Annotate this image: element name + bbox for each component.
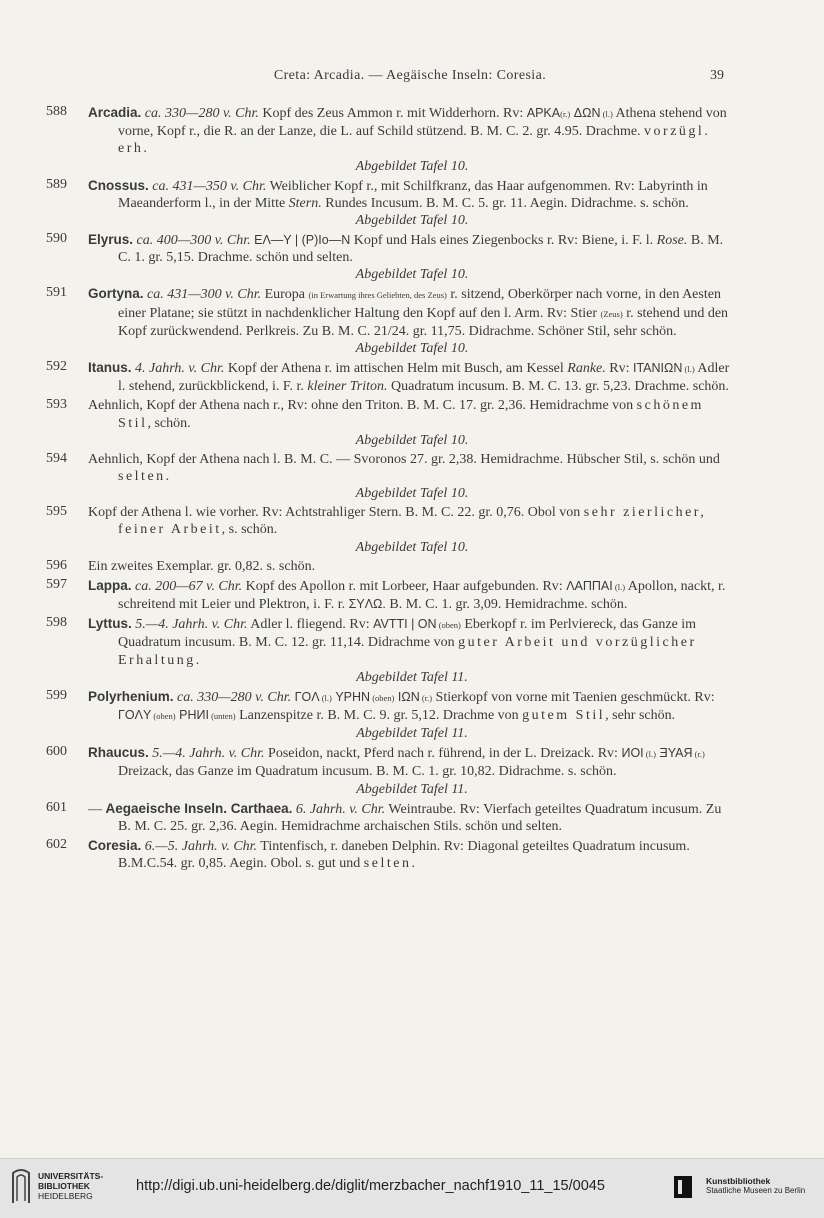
entry-text-part: Eberkopf r. im Perlviereck, das Ganze im Quadratum incusum. B. M. C. 12. gr. 11,14. Didrachme von (118, 617, 697, 651)
place-name: Aegaeische Inseln. Carthaea. (105, 800, 293, 816)
entry-text-part: , s. schön. (221, 522, 278, 538)
entry-description (88, 837, 736, 872)
entry-text-part: Europa (261, 287, 309, 303)
entry-text-part: r. stehend und den Kopf zurückwendend. Perlkreis. Zu B. M. C. 21/24. gr. 11,75. Didrachme. Schöner Stil, sehr schön. (118, 305, 729, 339)
entry-text-part: 5.—4. Jahrh. v. Chr. (152, 746, 265, 762)
place-name: Lappa. (88, 577, 132, 593)
entry-text-part: guter Arbeit und vorzüglicher Erhaltung. (118, 635, 697, 668)
entry-text-part: Kopf der Athena r. im attischen Helm mit Busch, am Kessel (224, 361, 568, 377)
coin-legend: EΛ—Y | (P)Iᴏ—N (254, 233, 351, 248)
entry-text-part: 6.—5. Jahrh. v. Chr. (144, 839, 258, 855)
entry-text-part: (l.) (612, 581, 626, 592)
entry-text-part: 6. Jahrh. v. Chr. (295, 801, 386, 817)
entry-text-part: (l.) (682, 364, 695, 375)
entry-text-part: Stern. (288, 195, 322, 211)
entry-number: 590 (46, 231, 67, 247)
entry-text-part: 5.—4. Jahrh. v. Chr. (135, 617, 248, 633)
entry-number: 591 (46, 285, 67, 301)
entry-text-part: 4. Jahrh. v. Chr. (135, 361, 225, 377)
plate-reference: Abgebildet Tafel 10. (355, 341, 469, 357)
entry-text-part: , schön. (147, 415, 191, 431)
coin-legend: IΩN (397, 689, 420, 704)
entry-text-part: ca. 330—280 v. Chr. (177, 689, 292, 705)
entry-text-part: Rundes Incusum. B. M. C. 5. gr. 11. Aegin. Didrachme. s. schön. (321, 195, 689, 211)
entry-text-part: Weiblicher Kopf r., mit Schilfkranz, das Haar aufgenommen. Rv: Labyrinth in Maeanderform l., in der Mitte (118, 178, 708, 211)
plate-reference: Abgebildet Tafel 10. (355, 158, 469, 174)
entry-description (88, 177, 736, 212)
entry-text-part: Athena stehend von vorne, Kopf r., die R. an der Lanze, die L. auf Schild stützend. B. M. C. 2. gr. 4.95. Drachme. (118, 106, 727, 140)
catalog-entry (46, 359, 736, 395)
place-name: Cnossus. (88, 177, 149, 193)
entry-number: 598 (46, 615, 67, 631)
entry-text-part: (r.) (560, 109, 571, 119)
source-url-link[interactable]: http://digi.ub.uni-heidelberg.de/diglit/merzbacher_nachf1910_11_15/0045 (136, 1178, 605, 1194)
coin-legend: YPHN (335, 689, 371, 704)
running-head: Creta: Arcadia. — Aegäische Inseln: Coresia. (273, 68, 547, 83)
entry-text-part: Kopf und Hals eines Ziegenbocks r. Rv: Biene, i. F. l. (350, 233, 657, 249)
place-name: Elyrus. (88, 232, 134, 248)
entry-text-part: selten. (118, 469, 172, 485)
coin-legend: APKA (526, 106, 561, 120)
entry-text-part: (oben) (436, 620, 461, 631)
plate-reference: Abgebildet Tafel 10. (355, 486, 469, 502)
entry-text-part: gutem Stil (522, 708, 606, 724)
coin-legend: PHИI (179, 708, 209, 723)
entry-text-part: (oben) (151, 711, 176, 722)
entry-description (88, 744, 736, 780)
entry-text-part: vorzügl. erh. (118, 124, 711, 157)
entry-number: 602 (46, 837, 67, 853)
entry-description (88, 104, 736, 158)
kb-line1: Kunstbibliothek (706, 1176, 771, 1186)
entry-text-part: , sehr schön. (605, 708, 676, 724)
entry-text-part: Adler l. fliegend. Rv: (247, 617, 374, 633)
entry-number: 593 (46, 397, 67, 413)
place-name: Itanus. (88, 360, 132, 376)
entry-text-part: Stierkopf von vorne mit Taenien geschmückt. Rv: (432, 689, 715, 705)
entry-text-part: schönem Stil (118, 398, 704, 431)
catalog-entries (46, 104, 736, 875)
entry-text-part: — (88, 801, 106, 817)
plate-reference: Abgebildet Tafel 10. (355, 213, 469, 229)
entry-text-part: Kopf des Apollon r. mit Lorbeer, Haar aufgebunden. Rv: (242, 578, 567, 594)
catalog-entry (46, 577, 736, 613)
entry-text-part: Aehnlich, Kopf der Athena nach r., Rv: ohne den Triton. B. M. C. 17. gr. 2,36. Hemidrachme von (88, 398, 637, 414)
entry-description (88, 558, 736, 575)
catalog-entry (46, 744, 736, 797)
entry-text-part: (in Erwartung ihres Geliebten, des Zeus) (308, 290, 447, 301)
entry-text-part: Kopf der Athena l. wie vorher. Rv: Achtstrahliger Stern. B. M. C. 22. gr. 0,76. Obol von (88, 505, 584, 521)
university-library-name (38, 1171, 103, 1201)
place-name: Polyrhenium. (88, 688, 174, 704)
plate-reference: Abgebildet Tafel 10. (355, 267, 469, 283)
entry-text-part: r. sitzend, Oberkörper nach vorne, in den Aesten einer Platane; sie stützt in nachdenklicher Haltung den Kopf auf den l. Arm. Rv: Stier (118, 287, 721, 321)
entry-text-part: (l.) (319, 692, 332, 703)
plate-reference: Abgebildet Tafel 10. (355, 432, 469, 448)
entry-text-part: B. M. C. 1. gr. 3,09. Hemidrachme. schön. (385, 597, 628, 613)
catalog-entry (46, 397, 736, 448)
catalog-entry (46, 104, 736, 175)
entry-text-part: Ein zweites Exemplar. gr. 0,82. s. schön. (88, 558, 316, 574)
entry-text-part: Aehnlich, Kopf der Athena nach l. B. M. C. — Svoronos 27. gr. 2,38. Hemidrachme. Hübscher Stil, s. schön und (88, 451, 720, 467)
page-number: 39 (710, 68, 724, 83)
entry-description (88, 688, 736, 725)
entry-text-part: (r.) (419, 692, 433, 703)
place-name: Gortyna. (88, 286, 144, 302)
coin-legend: ƎYAЯ (659, 746, 693, 761)
entry-number: 595 (46, 504, 67, 520)
catalog-entry (46, 800, 736, 835)
plate-reference: Abgebildet Tafel 11. (356, 726, 468, 742)
catalog-entry (46, 558, 736, 575)
entry-text-part: ca. 330—280 v. Chr. (144, 106, 259, 121)
place-name: Lyttus. (88, 616, 132, 632)
plate-reference: Abgebildet Tafel 11. (356, 669, 468, 685)
entry-text-part: Adler l. stehend, zurückblickend, i. F. r. (118, 361, 730, 395)
entry-description (88, 359, 736, 395)
entry-text-part: Weintraube. Rv: Vierfach geteiltes Quadratum incusum. Zu B. M. C. 25. gr. 2,36. Aegin. Hemidrachme archaischen Stils. schön und selten. (118, 801, 722, 834)
entry-number: 589 (46, 176, 67, 192)
entry-text-part: Ranke. (567, 361, 606, 377)
entry-number: 592 (46, 359, 67, 375)
catalog-entry (46, 231, 736, 283)
ub-line1: UNIVERSITÄTS- (38, 1171, 104, 1181)
entry-text-part: Quadratum incusum. B. M. C. 13. gr. 5,23. Drachme. schön. (387, 379, 729, 395)
plate-reference: Abgebildet Tafel 11. (356, 781, 468, 797)
entry-text-part: Rv: (605, 361, 633, 377)
catalog-entry (46, 177, 736, 229)
ub-line3: HEIDELBERG (38, 1191, 93, 1201)
entry-description (88, 615, 736, 669)
catalog-entry (46, 688, 736, 742)
coin-legend: ΓOΛY (118, 708, 152, 723)
entry-text-part: Lanzenspitze r. B. M. C. 9. gr. 5,12. Drachme von (235, 708, 523, 724)
kb-line2: Staatliche Museen zu Berlin (706, 1186, 806, 1195)
catalog-entry (46, 837, 736, 872)
entry-description (88, 504, 736, 538)
entry-description (88, 397, 736, 431)
entry-text-part: (Zeus) (600, 308, 623, 319)
entry-description (88, 577, 736, 613)
place-name: Rhaucus. (88, 745, 149, 761)
coin-legend: ΛAΠΠAI (566, 578, 613, 593)
entry-description (88, 800, 736, 835)
entry-text-part: ca. 400—300 v. Chr. (136, 233, 251, 249)
ub-line2: BIBLIOTHEK (38, 1181, 90, 1191)
entry-text-part: kleiner Triton. (307, 379, 388, 395)
entry-number: 599 (46, 687, 67, 703)
entry-number: 588 (46, 104, 67, 119)
plate-reference: Abgebildet Tafel 10. (355, 539, 469, 555)
entry-text-part: selten. (363, 856, 418, 872)
page-header (0, 68, 824, 88)
entry-number: 594 (46, 450, 67, 466)
coin-legend: ИOI (621, 746, 644, 761)
entry-number: 601 (46, 799, 67, 815)
university-library-logo-icon (10, 1167, 32, 1207)
entry-text-part: ca. 431—300 v. Chr. (147, 287, 262, 303)
entry-text-part: B. M. C. 1. gr. 5,15. Drachme. schön und selten. (118, 233, 724, 266)
footer-bar (0, 1158, 824, 1218)
coin-legend: ΓOΛ (294, 689, 320, 704)
entry-text-part: Poseidon, nackt, Pferd nach r. führend, in der L. Dreizack. Rv: (264, 746, 622, 762)
entry-text-part: (l.) (643, 749, 656, 760)
entry-text-part: Kopf des Zeus Ammon r. mit Widderhorn. Rv: (258, 106, 527, 121)
entry-description (88, 451, 736, 485)
entry-number: 600 (46, 744, 67, 760)
coin-legend: ΔΩN (573, 106, 601, 120)
entry-text-part: (r.) (692, 749, 705, 760)
catalog-entry (46, 285, 736, 357)
entry-text-part: (l.) (600, 109, 613, 119)
catalog-entry (46, 451, 736, 502)
entry-description (88, 231, 736, 266)
entry-text-part: Apollon, nackt, r. schreitend mit Leier und Plektron, i. F. r. (118, 578, 726, 613)
entry-text-part: ca. 431—350 v. Chr. (152, 178, 267, 194)
kunstbibliothek-name (706, 1176, 805, 1196)
entry-number: 597 (46, 576, 67, 592)
coin-legend: ITANIΩN (633, 361, 683, 376)
entry-text-part: Rose. (656, 233, 688, 249)
place-name: Arcadia. (88, 105, 142, 120)
catalog-entry (46, 615, 736, 686)
entry-text-part: Tintenfisch, r. daneben Delphin. Rv: Diagonal geteiltes Quadratum incusum. B.M.C.54. gr. 0,85. Aegin. Obol. s. gut und (118, 839, 690, 872)
entry-text-part: Dreizack, das Ganze im Quadratum incusum. B. M. C. 1. gr. 10,82. Didrachme. s. schön. (118, 764, 617, 780)
entry-description (88, 285, 736, 340)
entry-text-part: ca. 200—67 v. Chr. (135, 578, 243, 594)
entry-text-part: sehr zierlicher, feiner Arbeit (118, 505, 707, 538)
entry-text-part: (oben) (370, 692, 395, 703)
catalog-entry (46, 504, 736, 555)
place-name: Coresia. (88, 838, 142, 854)
kunstbibliothek-logo-icon (672, 1174, 694, 1200)
coin-legend: ΣYΛΩ. (348, 597, 386, 612)
entry-number: 596 (46, 557, 67, 573)
coin-legend: AVTTI | ON (373, 617, 437, 632)
entry-text-part: (unten) (208, 711, 236, 722)
